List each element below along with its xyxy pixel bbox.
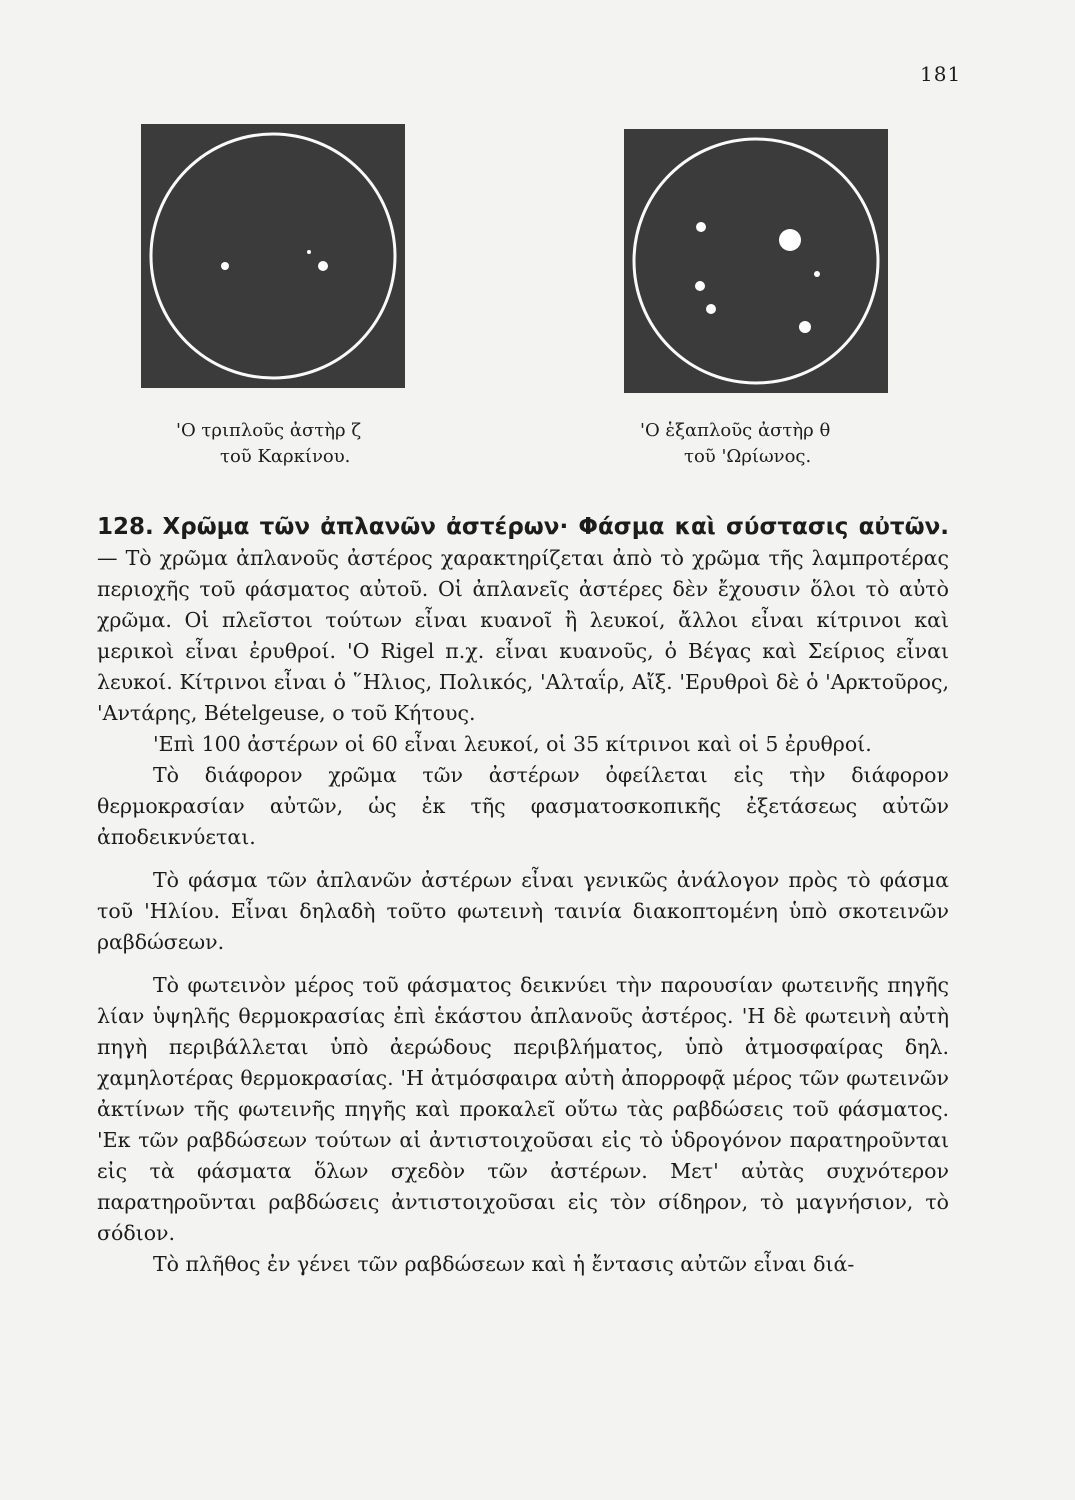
- section-paragraph: [97, 512, 949, 729]
- star-dot: [318, 261, 328, 271]
- star-dot: [695, 281, 705, 291]
- caption-line: τοῦ 'Ωρίωνος.: [684, 446, 812, 467]
- star-dot: [221, 262, 229, 270]
- star-dot: [307, 250, 311, 254]
- section-title: Χρῶμα τῶν ἀπλανῶν ἀστέρων· Φάσμα καὶ σύστασις αὐτῶν.: [162, 514, 949, 540]
- body-text: [97, 512, 949, 1280]
- paragraph: Τὸ πλῆθος ἐν γένει τῶν ραβδώσεων καὶ ἡ ἔντασις αὐτῶν εἶναι διά-: [153, 1252, 855, 1276]
- star-dot: [696, 222, 706, 232]
- star-dot: [814, 271, 820, 277]
- star-dot: [799, 321, 811, 333]
- paragraph: Τὸ φωτεινὸν μέρος τοῦ φάσματος δεικνύει τὴν παρουσίαν φωτεινῆς πηγῆς λίαν ὑψηλῆς θερμοκρασίας ἐπὶ ἑκάστου ἀπλανοῦς ἀστέρος. 'Η δὲ φωτεινὴ αὐτὴ πηγὴ περιβάλλεται ὑπὸ ἀερώδους περιβλήματος, ὑπὸ ἀτμοσφαίρας δηλ. χαμηλοτέρας θερμοκρασίας. 'Η ἀτμόσφαιρα αὐτὴ ἀπορροφᾷ μέρος τῶν φωτεινῶν ἀκτίνων τῆς φωτεινῆς πηγῆς καὶ προκαλεῖ οὕτω τὰς ραβδώσεις τοῦ φάσματος. 'Εκ τῶν ραβδώσεων τούτων αἱ ἀντιστοιχοῦσαι εἰς τὸ ὑδρογόνον παρατηροῦνται εἰς τὰ φάσματα ὅλων σχεδὸν τῶν ἀστέρων. Μετ' αὐτὰς συχνότερον παρατηροῦνται ραβδώσεις ἀντιστοιχοῦσαι εἰς τὸν σίδηρον, τὸ μαγνήσιον, τὸ σόδιον.: [97, 973, 949, 1245]
- figure-triple-star: [141, 124, 405, 388]
- star-dot: [706, 304, 716, 314]
- section-intro: — Τὸ χρῶμα ἀπλανοῦς ἀστέρος χαρακτηρίζεται ἀπὸ τὸ χρῶμα τῆς λαμπροτέρας περιοχῆς τοῦ φάσματος αὐτοῦ. Οἱ ἀπλανεῖς ἀστέρες δὲν ἔχουσιν ὅλοι τὸ αὐτὸ χρῶμα. Οἱ πλεῖστοι τούτων εἶναι κυανοῖ ἢ λευκοί, ἄλλοι εἶναι κίτρινοι καὶ μερικοὶ εἶναι ἐρυθροί. 'Ο Rigel π.χ. εἶναι κυανοῦς, ὁ Βέγας καὶ Σείριος εἶναι λευκοί. Κίτρινοι εἶναι ὁ ῞Ηλιος, Πολικός, 'Αλταΐρ, Αἴξ. 'Ερυθροὶ δὲ ὁ 'Αρκτοῦρος, 'Αντάρης, Bételgeuse, ο τοῦ Κήτους.: [97, 546, 949, 725]
- figure-caption-right: [640, 418, 830, 470]
- star-dot: [779, 229, 801, 251]
- caption-line: τοῦ Καρκίνου.: [220, 446, 351, 467]
- caption-line: 'Ο τριπλοῦς ἀστὴρ ζ: [176, 420, 362, 441]
- paragraph: 'Επὶ 100 ἀστέρων οἱ 60 εἶναι λευκοί, οἱ 35 κίτρινοι καὶ οἱ 5 ἐρυθροί.: [153, 732, 872, 756]
- page-number: 181: [920, 62, 962, 86]
- paragraph: Τὸ φάσμα τῶν ἀπλανῶν ἀστέρων εἶναι γενικῶς ἀνάλογον πρὸς τὸ φάσμα τοῦ 'Ηλίου. Εἶναι δηλαδὴ τοῦτο φωτεινὴ ταινία διακοπτομένη ὑπὸ σκοτεινῶν ραβδώσεων.: [97, 868, 949, 954]
- figure-sextuple-star: [624, 129, 888, 393]
- triple-star-diagram: [141, 124, 405, 388]
- figure-caption-left: [176, 418, 361, 470]
- caption-line: 'Ο ἑξαπλοῦς ἀστὴρ θ: [640, 420, 831, 441]
- section-number: 128.: [97, 514, 154, 540]
- sextuple-star-diagram: [624, 129, 888, 393]
- paragraph: Τὸ διάφορον χρῶμα τῶν ἀστέρων ὀφείλεται εἰς τὴν διάφορον θερμοκρασίαν αὐτῶν, ὡς ἐκ τῆς φασματοσκοπικῆς ἐξετάσεως αὐτῶν ἀποδεικνύεται.: [97, 763, 949, 849]
